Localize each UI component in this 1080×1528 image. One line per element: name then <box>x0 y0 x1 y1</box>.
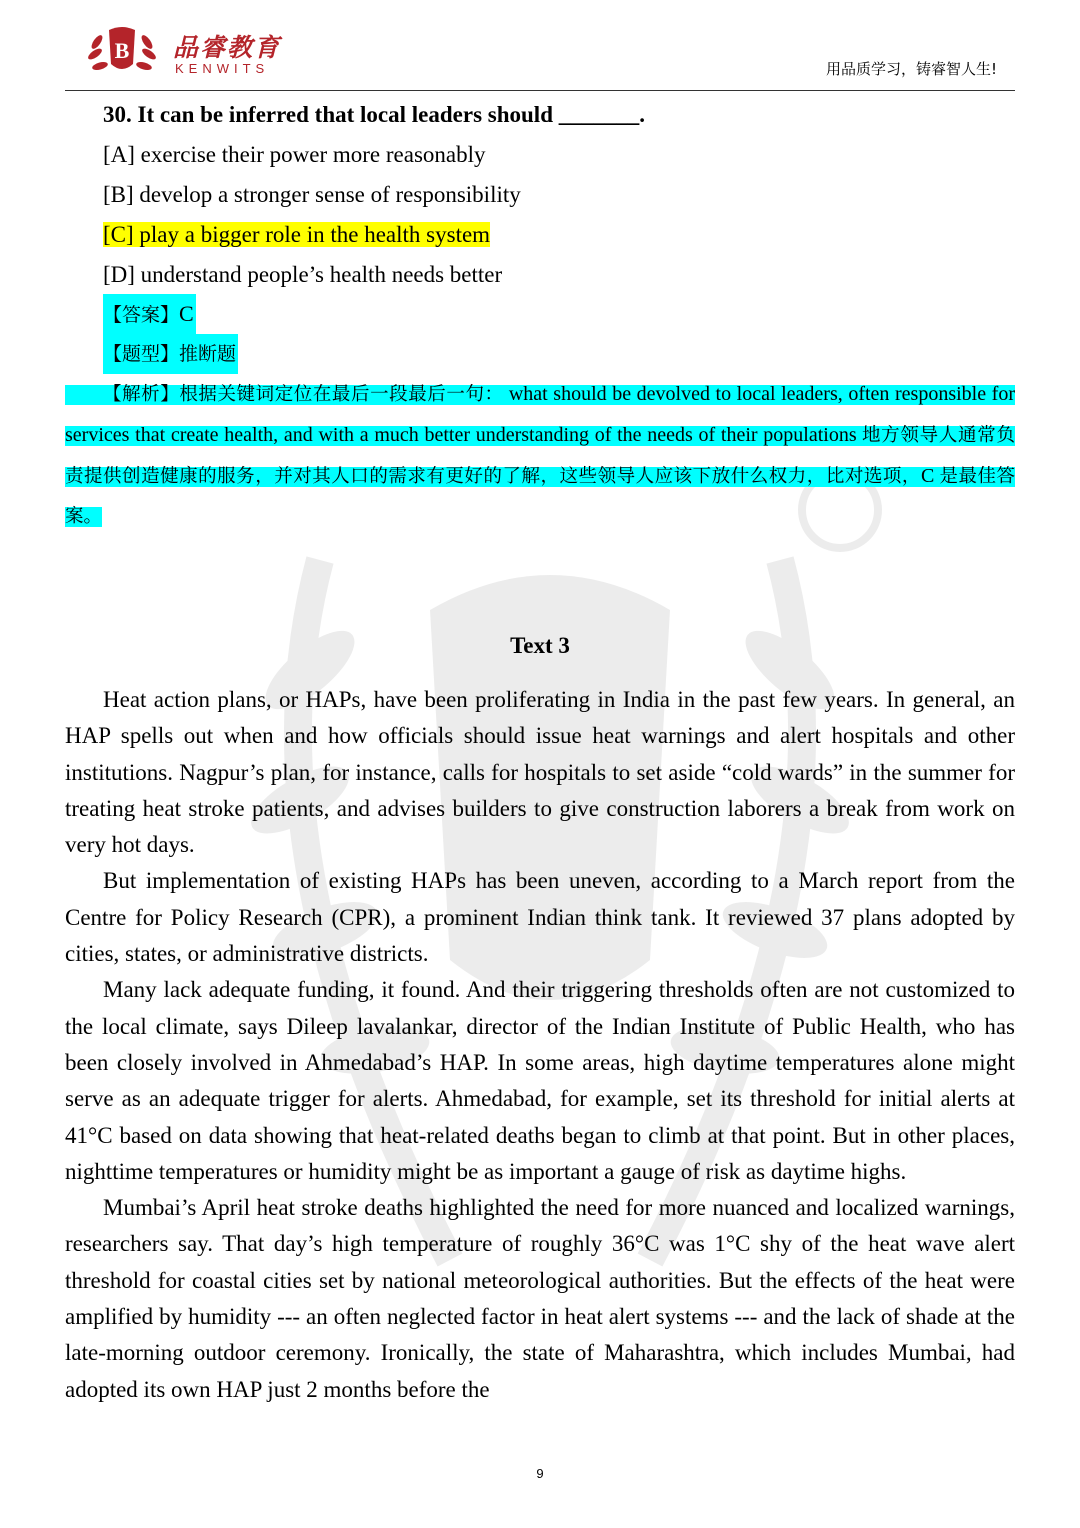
option-c-highlight: [C] play a bigger role in the health system <box>103 222 491 247</box>
analysis-answer: C <box>920 465 935 487</box>
option-b: [B] develop a stronger sense of responsibility <box>103 182 521 207</box>
answer-value: C <box>179 301 194 326</box>
article-body <box>65 682 1015 1408</box>
option-c <box>103 220 490 250</box>
kenwits-logo-icon <box>87 20 157 82</box>
question-stem: 30. It can be inferred that local leaders should _______. <box>103 102 645 127</box>
analysis-label: 【解析】 <box>103 384 180 405</box>
question-type-tag <box>103 334 238 374</box>
answer-label: 【答案】 <box>103 304 180 326</box>
analysis-text-1: 根据关键词定位在最后一段最后一句： <box>179 384 504 405</box>
analysis-quote: what should be devolved to local leaders, often responsible for services that create health, and with a much better understanding of the needs of their populations <box>65 383 1015 446</box>
article-paragraph-1: Heat action plans, or HAPs, have been proliferating in India in the past few years. In general, an HAP spells out when and how officials should issue heat warnings and alert hospitals and other institutions. Nagpur’s plan, for instance, calls for hospitals to set aside “cold wards” in the summer for treating heat stroke patients, and advises builders to give construction laborers a break from work on very hot days. <box>65 687 1015 858</box>
page-number: 9 <box>536 1466 544 1481</box>
question-type-label: 【题型】 <box>103 343 180 365</box>
analysis-text-2: 地方领导人通常负责提供创造健康的服务，并对其人口的需求有更好的了解，这些领导人应该下放什么权力，比对选项， <box>65 425 1015 487</box>
article-paragraph-3: Many lack adequate funding, it found. And their triggering thresholds often are not customized to the local climate, says Dileep lavalankar, director of the Indian Institute of Public Health, who has been closely involved in Ahmedabad’s HAP. In some areas, high daytime temperatures alone might serve as an adequate trigger for alerts. Ahmedabad, for example, set its threshold for initial alerts at 41°C based on data showing that heat-related deaths began to climb at that point. But in other places, nighttime temperatures or humidity might be as important a gauge of risk as daytime highs. <box>65 977 1015 1184</box>
analysis-block <box>65 374 1015 537</box>
brand-name-en: KENWITS <box>175 61 270 76</box>
question-type-value: 推断题 <box>179 343 237 365</box>
option-a: [A] exercise their power more reasonably <box>103 142 486 167</box>
analysis-text-3: 是最佳答案。 <box>65 466 1015 527</box>
header-slogan: 用品质学习，铸睿智人生! <box>825 60 997 78</box>
section-title: Text 3 <box>510 633 570 658</box>
article-paragraph-4: Mumbai’s April heat stroke deaths highlighted the need for more nuanced and localized warnings, researchers say. That day’s high temperature of roughly 36°C was 1°C shy of the heat wave alert threshold for coastal cities set by national meteorological authorities. But the effects of the heat were amplified by humidity --- an often neglected factor in heat alert systems --- and the lack of shade at the late-morning outdoor ceremony. Ironically, the state of Maharashtra, which includes Mumbai, had adopted its own HAP just 2 months before the <box>65 1195 1015 1402</box>
svg-text:B: B <box>114 38 130 63</box>
page-header <box>65 14 1015 91</box>
brand-name-cn: 品睿教育 <box>173 33 282 62</box>
option-d: [D] understand people’s health needs better <box>103 262 503 287</box>
answer-tag <box>103 294 196 334</box>
article-paragraph-2: But implementation of existing HAPs has been uneven, according to a March report from the Centre for Policy Research (CPR), a prominent Indian think tank. It reviewed 37 plans adopted by cities, states, or administrative districts. <box>65 868 1015 967</box>
